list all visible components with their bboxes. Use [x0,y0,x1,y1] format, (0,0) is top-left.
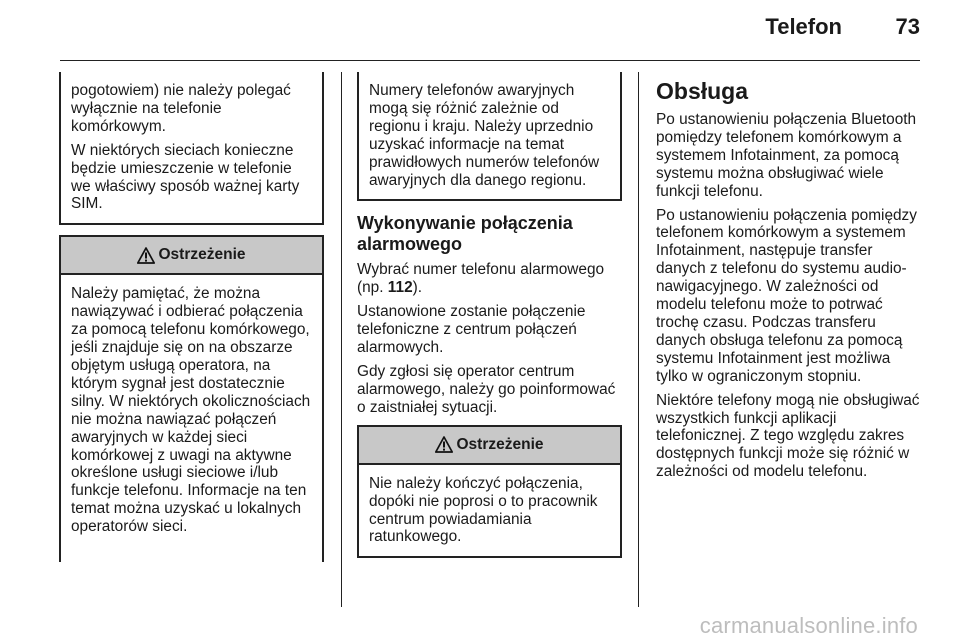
warning-header-2 [359,427,620,465]
note-box-1 [59,72,324,225]
section-heading: Wykonywanie połączenia alarmowego [357,213,573,255]
warning-body-1 [61,275,322,546]
section-heading-obsluga: Obsługa [656,78,749,104]
warning-body-2 [359,465,620,557]
obsluga-paragraph-1: Po ustanowieniu połączenia Bluetooth pomiędzy telefonem komórkowym a systemem Infotainment, za pomocą systemu można obsługiwać wiele funkcji telefonu. [656,111,917,200]
column-divider-2 [638,72,639,607]
section-paragraph-3: Gdy zgłosi się operator centrum alarmowego, należy go poinformować o zaistniałej sytuacji. [357,362,616,416]
warning-box-1 [59,235,324,562]
column-2 [357,72,622,558]
note-paragraph-1: pogotowiem) nie należy polegać wyłącznie na telefonie komórkowym. [71,82,291,135]
column-3 [656,78,926,487]
warning-triangle-icon [137,247,155,264]
obsluga-paragraph-2: Po ustanowieniu połączenia pomiędzy telefonem komórkowym a systemem Infotainment, następuje transfer danych z telefonu do systemu audio-nawigacyjnego. W zależności od modelu telefonu może to potrwać trochę czasu. Podczas transferu danych obsługa telefonu za pomocą systemu Infotainment jest możliwa tylko w ograniczonym stopniu. [656,206,917,385]
section-paragraph-1: Wybrać numer telefonu alarmowego (np. 112). [357,261,605,297]
warning-text-2: Nie należy kończyć połączenia, dopóki nie poprosi o to pracownik centrum powiadamiania ratunkowego. [369,474,598,546]
warning-header-1 [61,237,322,275]
note-box-2 [357,72,622,201]
warning-box-2 [357,425,622,559]
warning-text-1: Należy pamiętać, że można nawiązywać i odbierać połączenia za pomocą telefonu komórkowego, jeśli znajduje się on na obszarze objętym usługą operatora, na którym sygnał jest dostatecznie silny. W niektórych okolicznościach nie można nawiązać połączeń awaryjnych w każdej sieci komórkowej z uwagi na aktywne określone usługi sieciowe i/lub funkcje telefonu. Informacje na ten temat można uzyskać u lokalnych operatorów sieci. [71,285,311,536]
page-title: Telefon [765,14,842,39]
obsluga-paragraph-3: Niektóre telefony mogą nie obsługiwać wszystkich funkcji aplikacji telefonicznej. Z tego względu zakres dostępnych funkcji może się różnić w zależności od modelu telefonu. [656,391,920,481]
warning-title-1: Ostrzeżenie [158,246,246,264]
emergency-section [357,213,622,416]
warning-triangle-icon [435,436,453,453]
note-paragraph-2: W niektórych sieciach konieczne będzie umieszczenie w telefonie we właściwy sposób ważnej karty SIM. [71,141,300,213]
section-paragraph-2: Ustanowione zostanie połączenie telefoniczne z centrum połączeń alarmowych. [357,303,586,357]
column-1 [59,72,324,562]
page-reference: 112 [387,279,413,297]
page-number: 73 [895,14,920,39]
watermark: carmanualsonline.info [699,613,918,638]
column-divider-1 [341,72,342,607]
note-text-2: Numery telefonów awaryjnych mogą się różnić zależnie od regionu i kraju. Należy uprzednio uzyskać informacje na temat prawidłowych numerów telefonów awaryjnych dla danego regionu. [369,82,600,189]
header-divider [60,60,920,61]
warning-title-2: Ostrzeżenie [456,435,544,453]
